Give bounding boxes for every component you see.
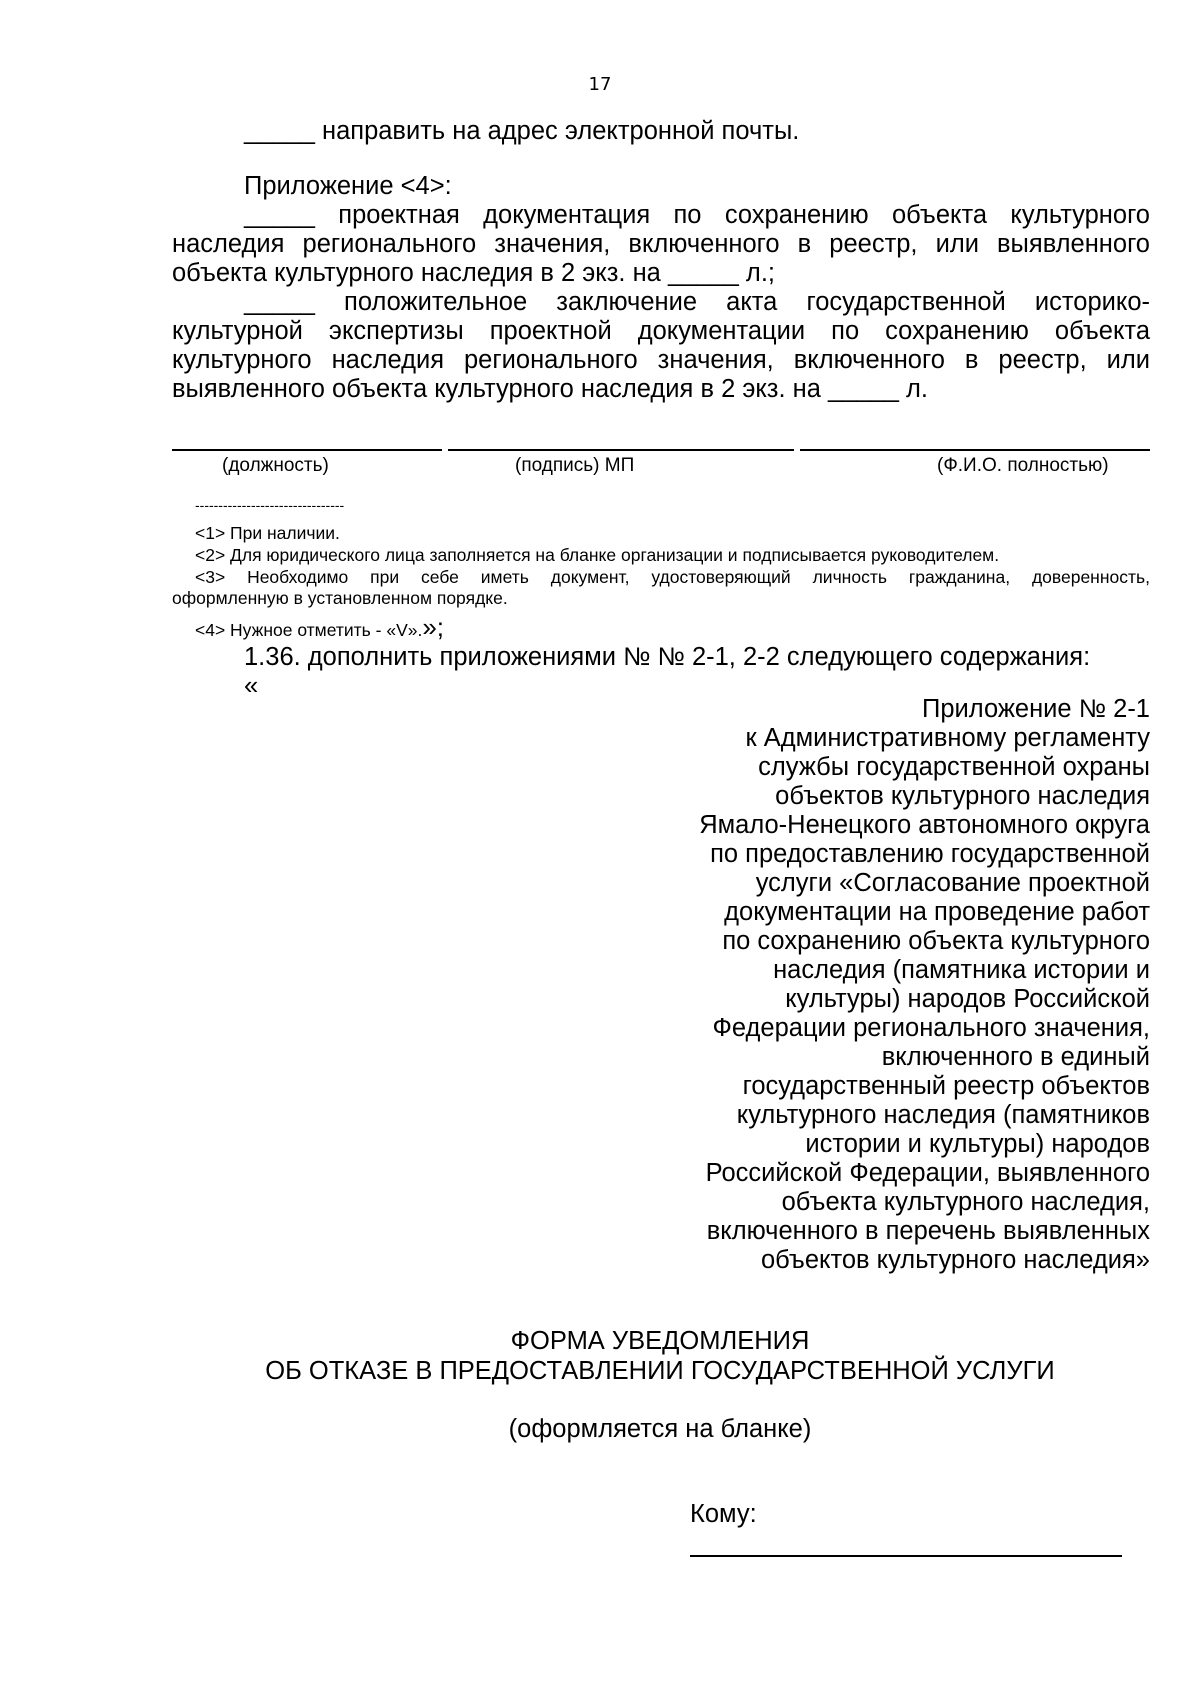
appendix-header-line: включенного в единый — [881, 1043, 1150, 1071]
name-signature-line — [800, 449, 1150, 451]
form-note: (оформляется на бланке) — [508, 1415, 812, 1443]
footnote-4 — [195, 612, 445, 642]
recipient-label: Кому: — [690, 1500, 757, 1528]
appendix-header-line: услуги «Согласование проектной — [755, 869, 1150, 897]
appendix-header-line: Приложение № 2-1 — [922, 695, 1150, 723]
quote-open: « — [244, 672, 259, 700]
footnote-3-line: <3> Необходимо при себе иметь документ, удостоверяющий личность гражданина, доверенность, — [195, 567, 1150, 587]
appendix-header-line: объектов культурного наследия — [775, 782, 1150, 810]
item2-line: выявленного объекта культурного наследия в 2 экз. на _____ л. — [172, 375, 928, 403]
sign-label: (подпись) МП — [515, 455, 635, 476]
appendix-header-line: службы государственной охраны — [758, 753, 1150, 781]
footnote-1: <1> При наличии. — [195, 523, 340, 543]
item1-line: _____ проектная документация по сохранению объекта культурного — [244, 201, 1150, 229]
page-number: 17 — [588, 74, 612, 95]
appendix-header-line: истории и культуры) народов — [805, 1130, 1150, 1158]
sign-signature-line — [448, 449, 794, 451]
appendix-header-line: Ямало-Ненецкого автономного округа — [699, 811, 1150, 839]
appendix-header-line: культуры) народов Российской — [785, 985, 1150, 1013]
appendix-header-line: по сохранению объекта культурного — [722, 927, 1150, 955]
footnote-3-line: оформленную в установленном порядке. — [172, 588, 508, 608]
appendix-header — [600, 695, 1150, 1275]
appendix-header-line: наследия (памятника истории и — [773, 956, 1150, 984]
appendix-header-line: культурного наследия (памятников — [736, 1101, 1150, 1129]
item2-line: культурного наследия регионального значения, включенного в реестр, или — [172, 346, 1150, 374]
appendix-header-line: объектов культурного наследия» — [760, 1246, 1150, 1274]
position-signature-line — [172, 449, 442, 451]
appendix-header-line: объекта культурного наследия, — [781, 1188, 1150, 1216]
appendix-header-line: Российской Федерации, выявленного — [705, 1159, 1150, 1187]
amendment-text: 1.36. дополнить приложениями № № 2-1, 2-2 следующего содержания: — [244, 643, 1091, 671]
appendix-header-line: по предоставлению государственной — [710, 840, 1150, 868]
footnote-4-text: <4> Нужное отметить - «V». — [195, 620, 423, 640]
form-title-line: ФОРМА УВЕДОМЛЕНИЯ — [510, 1327, 810, 1355]
intro-line: _____ направить на адрес электронной почты. — [244, 117, 800, 145]
appendix-header-line: документации на проведение работ — [724, 898, 1150, 926]
appendix-header-line: включенного в перечень выявленных — [706, 1217, 1150, 1245]
appendix-header-line: к Административному регламенту — [745, 724, 1150, 752]
item1-line: наследия регионального значения, включенного в реестр, или выявленного — [172, 230, 1150, 258]
name-label: (Ф.И.О. полностью) — [937, 455, 1109, 476]
item2-line: _____ положительное заключение акта государственной историко- — [244, 288, 1150, 316]
item2-line: культурной экспертизы проектной документации по сохранению объекта — [172, 317, 1150, 345]
recipient-line — [690, 1555, 1122, 1557]
footnote-2: <2> Для юридического лица заполняется на бланке организации и подписывается руководителем. — [195, 545, 1000, 565]
appendix-header-line: государственный реестр объектов — [742, 1072, 1150, 1100]
appendix-header-line: Федерации регионального значения, — [712, 1014, 1150, 1042]
footnote-4-tail: »; — [422, 612, 445, 642]
footnote-separator: -------------------------------- — [195, 497, 345, 513]
form-title-line: ОБ ОТКАЗЕ В ПРЕДОСТАВЛЕНИИ ГОСУДАРСТВЕННОЙ УСЛУГИ — [265, 1357, 1055, 1385]
attachment-heading: Приложение <4>: — [244, 172, 452, 200]
item1-line: объекта культурного наследия в 2 экз. на _____ л.; — [172, 259, 775, 287]
position-label: (должность) — [222, 455, 329, 476]
